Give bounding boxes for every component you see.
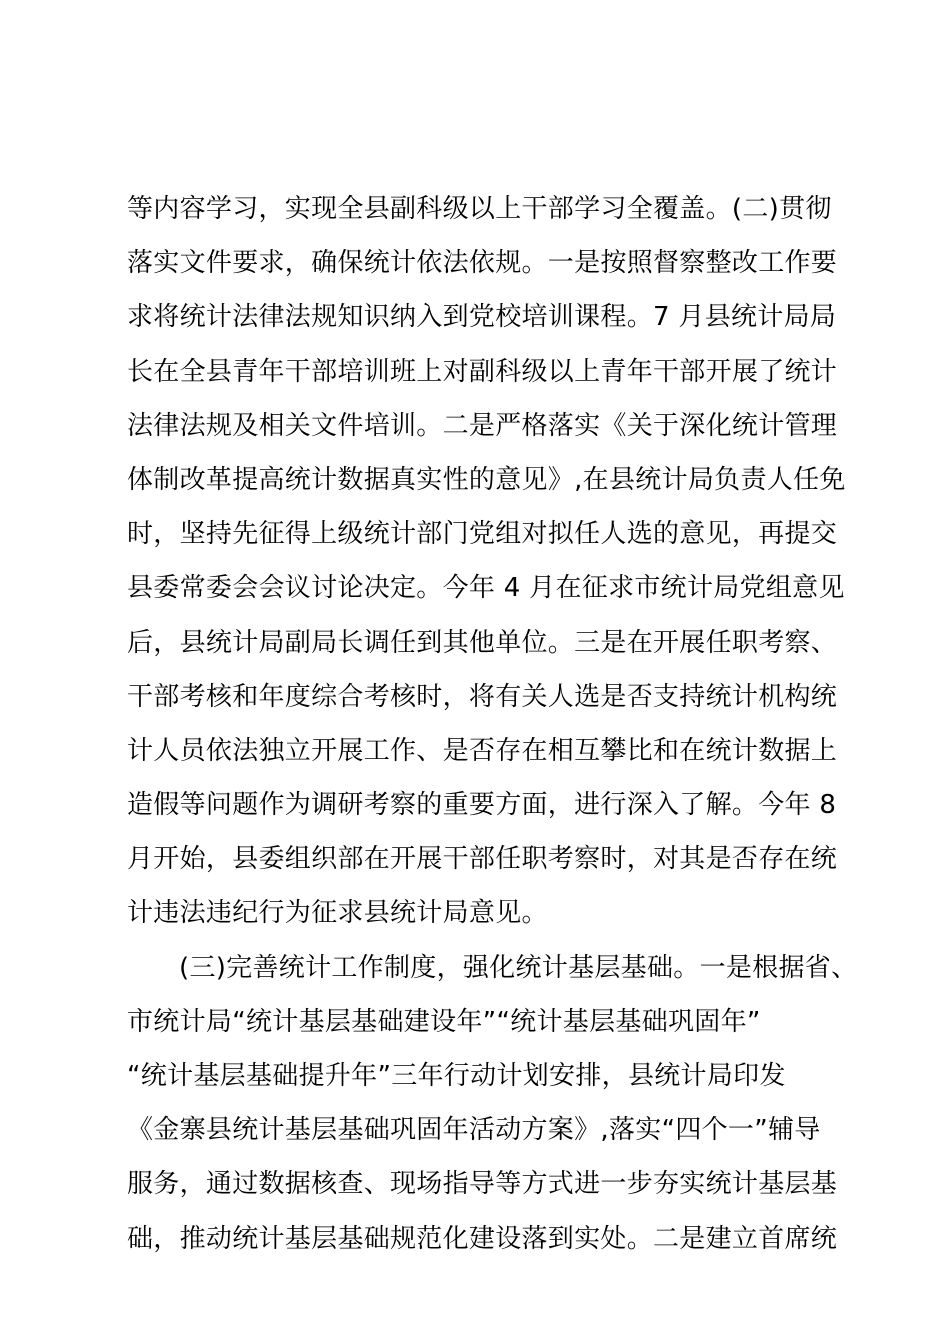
body-text: [127, 182, 858, 1266]
text-line: 市统计局“统计基层基础建设年”“统计基层基础巩固年”: [127, 1006, 761, 1037]
text-line: 计人员依法独立开展工作、是否存在相互攀比和在统计数据上: [127, 735, 838, 766]
text-line: 时，坚持先征得上级统计部门党组对拟任人选的意见，再提交: [127, 519, 838, 550]
text-line: 《金寨县统计基层基础巩固年活动方案》,落实“四个一”辅导: [127, 1115, 821, 1146]
text-line: 础，推动统计基层基础规范化建设落到实处。二是建立首席统: [127, 1223, 838, 1254]
text-line: 后，县统计局副局长调任到其他单位。三是在开展任职考察、: [127, 627, 838, 658]
text-line: 等内容学习，实现全县副科级以上干部学习全覆盖。(二)贯彻: [127, 194, 832, 224]
text-line: 法律法规及相关文件培训。二是严格落实《关于深化统计管理: [127, 410, 838, 441]
text-line: 服务，通过数据核查、现场指导等方式进一步夯实统计基层基: [127, 1169, 838, 1200]
text-line: 计违法违纪行为征求县统计局意见。: [127, 898, 548, 929]
text-line: 长在全县青年干部培训班上对副科级以上青年干部开展了统计: [127, 356, 838, 387]
text-line: 县委常委会会议讨论决定。今年 4 月在征求市统计局党组意见: [127, 573, 845, 604]
text-line: 干部考核和年度综合考核时，将有关人选是否支持统计机构统: [127, 681, 838, 712]
text-line: 造假等问题作为调研考察的重要方面，进行深入了解。今年 8: [127, 790, 837, 821]
text-line: “统计基层基础提升年”三年行动计划安排，县统计局印发: [127, 1061, 786, 1091]
text-line: 求将统计法律法规知识纳入到党校培训课程。7 月县统计局局: [127, 302, 837, 333]
text-line: 体制改革提高统计数据真实性的意见》,在县统计局负责人任免: [127, 464, 846, 495]
paragraph-start-line: (三)完善统计工作制度，强化统计基层基础。一是根据省、: [179, 952, 858, 983]
text-line: 落实文件要求，确保统计依法依规。一是按照督察整改工作要: [127, 248, 838, 279]
text-line: 月开始，县委组织部在开展干部任职考察时，对其是否存在统: [127, 844, 838, 875]
